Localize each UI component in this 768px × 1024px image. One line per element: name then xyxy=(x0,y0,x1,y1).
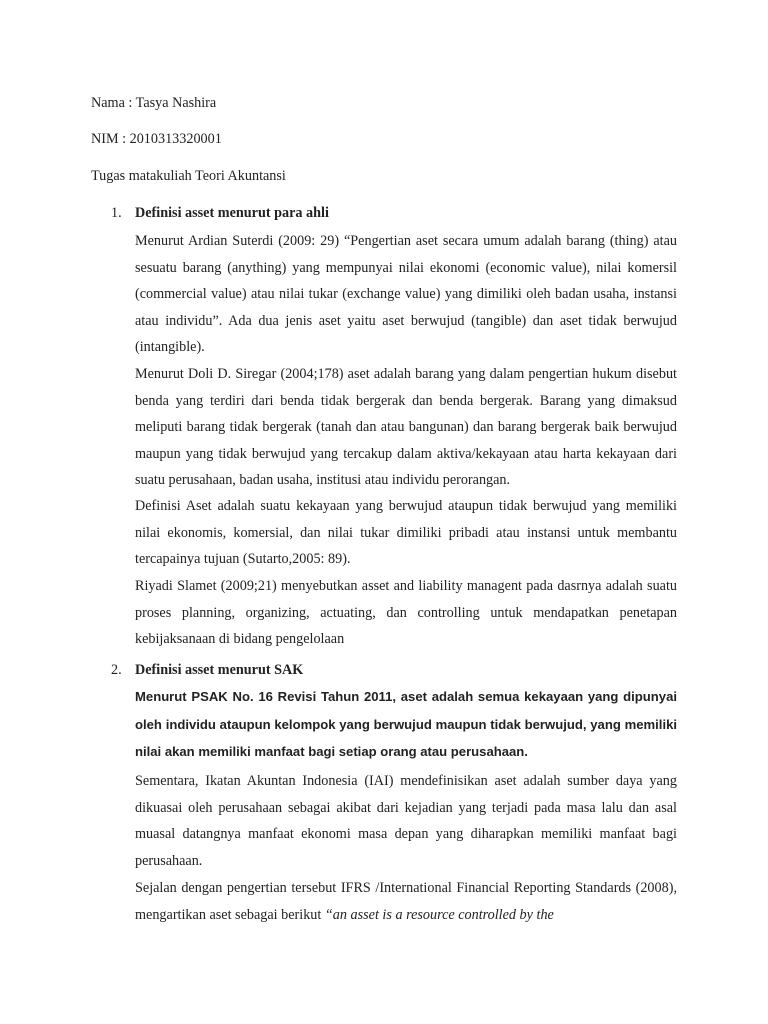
paragraph-ifrs xyxy=(135,875,677,928)
paragraph-doli-siregar: Menurut Doli D. Siregar (2004;178) aset adalah barang yang dalam pengertian hukum disebut benda yang terdiri dari benda tidak bergerak dan benda bergerak. Barang yang dimaksud meliputi barang tidak bergerak (tanah dan atau bangunan) dan barang bergerak baik berwujud maupun yang tidak berwujud yang tercakup dalam aktiva/kekayaan atau harta kekayaan dari suatu perusahaan, badan usaha, institusi atau individu perorangan. xyxy=(135,366,677,489)
paragraph-riyadi-slamet: Riyadi Slamet (2009;21) menyebutkan asset and liability managent pada dasrnya adalah suatu proses planning, organizing, actuating, dan controlling untuk mendapatkan penetapan kebijaksanaan di bidang pengelolaan xyxy=(135,578,677,648)
list-number-2: 2. xyxy=(111,662,122,678)
student-nim-line: NIM : 2010313320001 xyxy=(91,131,222,147)
paragraph-ardian-suterdi: Menurut Ardian Suterdi (2009: 29) “Pengertian aset secara umum adalah barang (thing) atau sesuatu barang (anything) yang mempunyai nilai ekonomi (economic value), nilai komersil (commercial value) atau nilai tukar (exchange value) yang dimiliki oleh badan usaha, instansi atau individu”. Ada dua jenis aset yaitu aset berwujud (tangible) dan aset tidak berwujud (intangible). xyxy=(135,233,677,356)
section-1-heading: Definisi asset menurut para ahli xyxy=(135,205,329,221)
course-line: Tugas matakuliah Teori Akuntansi xyxy=(91,168,286,184)
student-name-line: Nama : Tasya Nashira xyxy=(91,95,217,111)
ifrs-quote: “an asset is a resource controlled by the xyxy=(324,906,554,923)
paragraph-psak: Menurut PSAK No. 16 Revisi Tahun 2011, aset adalah semua kekayaan yang dipunyai oleh individu ataupun kelompok yang berwujud maupun tidak berwujud, yang memiliki nilai akan memiliki manfaat bagi setiap orang atau perusahaan. xyxy=(135,689,677,760)
section-2-heading: Definisi asset menurut SAK xyxy=(135,662,304,678)
paragraph-sutarto: Definisi Aset adalah suatu kekayaan yang berwujud ataupun tidak berwujud yang memiliki nilai ekonomis, komersial, dan nilai tukar dimiliki pribadi atau instansi untuk membantu tercapainya tujuan (Sutarto,2005: 89). xyxy=(135,498,677,568)
paragraph-iai: Sementara, Ikatan Akuntan Indonesia (IAI) mendefinisikan aset adalah sumber daya yang dikuasai oleh perusahaan sebagai akibat dari kejadian yang terjadi pada masa lalu dan asal muasal datangnya manfaat ekonomi masa depan yang diharapkan memiliki manfaat bagi perusahaan. xyxy=(135,773,677,869)
ifrs-text: Sejalan dengan pengertian tersebut IFRS /International Financial Reporting Standards (2008), mengartikan aset sebagai berikut xyxy=(135,880,677,923)
list-number-1: 1. xyxy=(111,205,122,221)
